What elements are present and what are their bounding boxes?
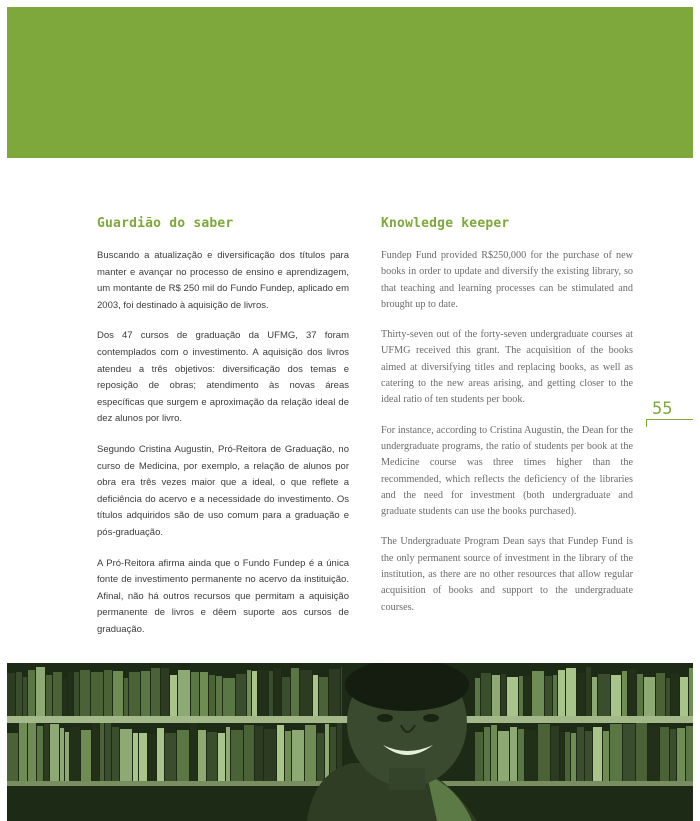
book-spine bbox=[50, 724, 59, 781]
portuguese-column bbox=[97, 248, 349, 652]
library-photo bbox=[7, 663, 693, 821]
book-spine bbox=[519, 676, 523, 716]
book-spine bbox=[53, 672, 62, 716]
english-paragraph-2: Thirty-seven out of the forty-seven undergraduate courses at UFMG received this grant. The acquisition of the books aimed at diversifying titles and replacing books, as well as catering to the new areas arising, and getting closer to the ideal ratio of ten students per book. bbox=[381, 329, 633, 406]
book-spine bbox=[44, 724, 49, 781]
book-spine bbox=[656, 673, 665, 716]
book-spine bbox=[104, 670, 112, 716]
book-spine bbox=[216, 676, 222, 716]
book-spine bbox=[81, 730, 91, 781]
english-paragraph-1: Fundep Fund provided R$250,000 for the purchase of new books in order to update and diversify the existing library, so that teaching and learning processes can be stimulated and brought up to date. bbox=[381, 250, 633, 310]
book-spine bbox=[28, 723, 36, 781]
book-spine bbox=[151, 668, 160, 716]
portuguese-paragraph-2: Dos 47 cursos de graduação da UFMG, 37 foram contemplados com o investimento. A aquisição dos livros atendeu a três objetivos: diversificação dos temas e reposição de obras; atendimento às novas áreas específicas que surgem e aproximação da relação ideal de dez alunos por livro. bbox=[97, 330, 349, 425]
book-spine bbox=[577, 673, 585, 716]
book-spine bbox=[622, 671, 627, 716]
book-spine bbox=[644, 677, 655, 716]
book-spine bbox=[70, 727, 80, 781]
book-spine bbox=[291, 668, 299, 716]
book-spine bbox=[525, 730, 537, 781]
english-paragraph-4: The Undergraduate Program Dean says that Fundep Fund is the only permanent source of investment in the library of the institution, as there are no other resources that allow regular acquisition of books and support to the undergraduate courses. bbox=[381, 536, 633, 613]
book-spine bbox=[300, 670, 312, 716]
english-paragraph-3: For instance, according to Cristina Augustin, the Dean for the undergraduate programs, the ratio of students per book at the Medicine course was three times higher than the recommended, which reflects the deficiency of the libraries and the need for investment (both undergraduate and graduate students can use the books purchased). bbox=[381, 424, 633, 518]
book-spine bbox=[585, 731, 592, 781]
book-spine bbox=[252, 671, 257, 716]
book-spine bbox=[170, 675, 177, 716]
book-spine bbox=[65, 732, 69, 781]
book-spine bbox=[161, 668, 169, 716]
book-spine bbox=[105, 723, 111, 781]
book-spine bbox=[80, 670, 90, 716]
book-spine bbox=[481, 673, 491, 716]
book-spine bbox=[244, 725, 254, 781]
book-spine bbox=[7, 673, 15, 716]
book-spine bbox=[60, 728, 64, 781]
page-number-tick bbox=[646, 419, 647, 427]
book-spine bbox=[553, 675, 557, 716]
book-spine bbox=[518, 729, 524, 781]
book-spine bbox=[124, 678, 128, 716]
book-spine bbox=[558, 670, 565, 716]
heading-portuguese: Guardião do saber bbox=[97, 216, 234, 231]
book-spine bbox=[689, 668, 693, 716]
book-spine bbox=[282, 677, 290, 716]
book-spine bbox=[19, 723, 27, 781]
book-spine bbox=[120, 729, 132, 781]
book-spine bbox=[637, 674, 643, 716]
page-number-rule bbox=[646, 419, 693, 420]
book-spine bbox=[277, 725, 284, 781]
book-spine bbox=[507, 677, 518, 716]
portuguese-paragraph-4: A Pró-Reitora afirma ainda que o Fundo Fundep é a única fonte de investimento permanente no acervo da instituição. Afinal, não há outros recursos que permitam a aquisição permanente de livros e dêem suporte aos cursos de graduação. bbox=[97, 557, 349, 635]
book-spine bbox=[648, 726, 659, 781]
book-spine bbox=[623, 724, 635, 781]
book-spine bbox=[545, 676, 552, 716]
book-spine bbox=[274, 668, 281, 716]
book-spine bbox=[177, 730, 189, 781]
book-spine bbox=[165, 733, 176, 781]
book-spine bbox=[586, 667, 591, 716]
book-spine bbox=[577, 727, 584, 781]
book-spine bbox=[492, 675, 500, 716]
book-spine bbox=[484, 727, 490, 781]
book-spine bbox=[113, 671, 123, 716]
book-spine bbox=[671, 674, 679, 716]
book-spine bbox=[91, 672, 103, 716]
book-spine bbox=[532, 671, 544, 716]
book-spine bbox=[16, 672, 22, 716]
book-spine bbox=[223, 678, 235, 716]
book-spine bbox=[329, 669, 340, 716]
book-spine bbox=[148, 734, 156, 781]
book-spine bbox=[198, 730, 206, 781]
heading-english: Knowledge keeper bbox=[381, 216, 510, 231]
book-spine bbox=[209, 675, 215, 716]
book-spine bbox=[491, 725, 497, 781]
book-spine bbox=[112, 727, 119, 781]
book-spine bbox=[305, 725, 316, 781]
book-spine bbox=[133, 733, 138, 781]
book-spine bbox=[666, 678, 670, 716]
book-spine bbox=[341, 667, 342, 716]
book-spine bbox=[686, 726, 693, 781]
book-spine bbox=[524, 676, 531, 716]
book-spine bbox=[610, 724, 622, 781]
book-spine bbox=[498, 731, 509, 781]
book-spine bbox=[501, 674, 506, 716]
portuguese-paragraph-1: Buscando a atualização e diversificação dos títulos para manter e avançar no processo de ensino e aprendizagem, um montante de R$ 250 mil do Fundo Fundep, aplicado em 2003, foi destinado à aquisição de livros. bbox=[97, 250, 349, 311]
book-spine bbox=[636, 723, 647, 781]
book-spine bbox=[317, 733, 324, 781]
book-spine bbox=[593, 727, 602, 781]
book-spine bbox=[538, 724, 550, 781]
book-spine bbox=[226, 727, 230, 781]
book-spine bbox=[255, 726, 263, 781]
book-spine bbox=[7, 733, 18, 781]
book-spine bbox=[37, 726, 43, 781]
book-spine bbox=[200, 672, 208, 716]
book-spine bbox=[560, 732, 564, 781]
top-color-band bbox=[7, 7, 693, 158]
book-spine bbox=[191, 672, 199, 716]
book-spine bbox=[566, 668, 576, 716]
book-spine bbox=[603, 731, 609, 781]
book-spine bbox=[23, 677, 27, 716]
book-spine bbox=[292, 730, 304, 781]
book-spine bbox=[28, 670, 35, 716]
book-spine bbox=[551, 726, 559, 781]
book-spine bbox=[628, 669, 636, 716]
book-spine bbox=[258, 670, 268, 716]
book-spine bbox=[598, 674, 610, 716]
book-spine bbox=[670, 729, 676, 781]
book-spine bbox=[178, 670, 190, 716]
book-spine bbox=[475, 678, 480, 716]
portuguese-paragraph-3: Segundo Cristina Augustin, Pró-Reitora de Graduação, no curso de Medicina, por exemplo, a relação de alunos por obra era três vezes maior que a ideal, o que reflete a deficiência do acervo e a necessidade do investimento. Os títulos adquiridos são de uso comum para a graduação e pós-graduação. bbox=[97, 443, 349, 538]
book-spine bbox=[190, 723, 197, 781]
book-spine bbox=[63, 678, 67, 716]
book-spine bbox=[68, 672, 73, 716]
book-spine bbox=[74, 672, 79, 716]
book-spine bbox=[313, 675, 318, 716]
page-number: 55 bbox=[652, 399, 673, 419]
book-spine bbox=[680, 677, 688, 716]
book-spine bbox=[36, 667, 45, 716]
book-spine bbox=[141, 671, 150, 716]
book-spine bbox=[565, 732, 570, 781]
book-spine bbox=[264, 729, 276, 781]
book-spine bbox=[218, 733, 225, 781]
book-spine bbox=[571, 733, 576, 781]
book-spine bbox=[100, 723, 104, 781]
book-spine bbox=[660, 727, 669, 781]
book-spine bbox=[236, 674, 246, 716]
book-spine bbox=[475, 732, 483, 781]
book-spine bbox=[325, 724, 329, 781]
book-spine bbox=[139, 733, 147, 781]
book-spine bbox=[247, 670, 251, 716]
book-spine bbox=[46, 675, 52, 716]
book-spine bbox=[592, 677, 597, 716]
book-spine bbox=[677, 728, 685, 781]
book-spine bbox=[92, 723, 99, 781]
book-spine bbox=[611, 675, 621, 716]
book-spine bbox=[269, 671, 273, 716]
book-spine bbox=[157, 728, 164, 781]
book-spine bbox=[510, 727, 517, 781]
book-spine bbox=[129, 672, 140, 716]
book-spine bbox=[285, 731, 291, 781]
book-spine bbox=[231, 730, 243, 781]
english-column bbox=[381, 248, 633, 630]
book-spine bbox=[207, 732, 217, 781]
book-spine bbox=[319, 677, 328, 716]
